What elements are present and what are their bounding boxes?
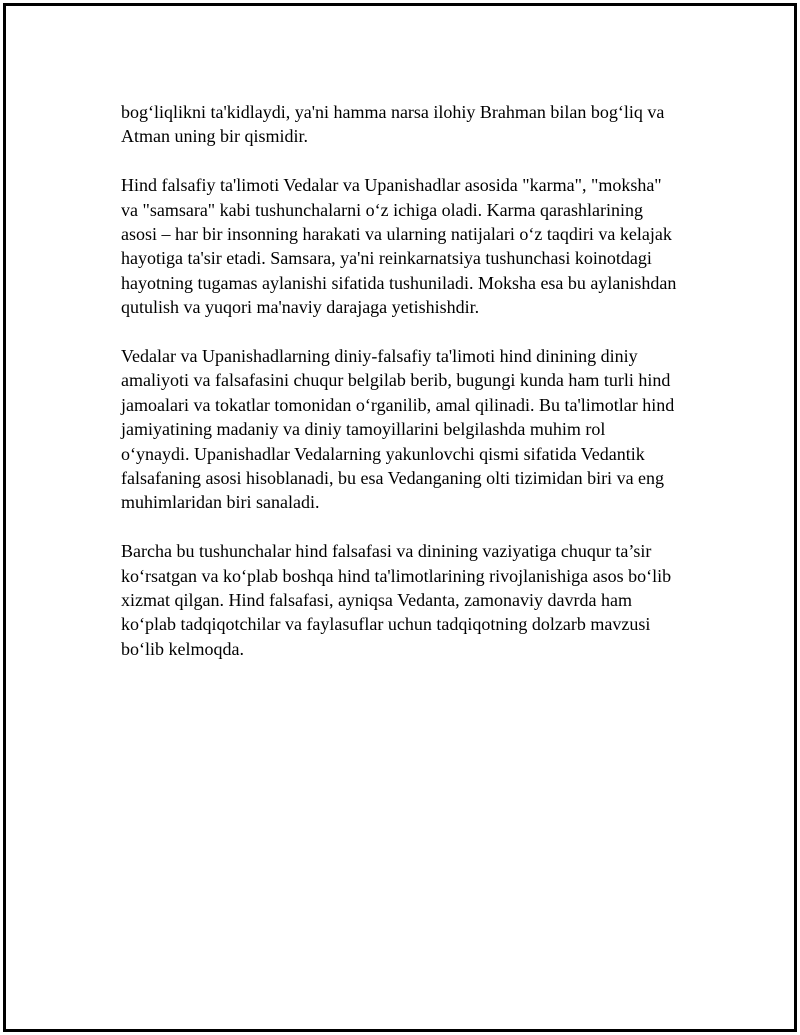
text-line: ko‘plab tadqiqotchilar va faylasuflar uchun tadqiqotning dolzarb mavzusi bbox=[121, 614, 651, 635]
paragraph-2 bbox=[121, 173, 701, 319]
text-line: va "samsara" kabi tushunchalarni o‘z ichiga oladi. Karma qarashlarining bbox=[121, 199, 644, 220]
text-line: ko‘rsatgan va ko‘plab boshqa hind ta'limotlarining rivojlanishiga asos bo‘lib bbox=[121, 565, 672, 586]
text-line: qutulish va yuqori ma'naviy darajaga yetishishdir. bbox=[121, 297, 480, 318]
text-line: o‘ynaydi. Upanishadlar Vedalarning yakunlovchi qismi sifatida Vedantik bbox=[121, 443, 645, 464]
text-line: bo‘lib kelmoqda. bbox=[121, 638, 244, 659]
page-frame bbox=[3, 3, 797, 1032]
text-line: Vedalar va Upanishadlarning diniy-falsafiy ta'limoti hind dinining diniy bbox=[121, 346, 638, 367]
text-line: Barcha bu tushunchalar hind falsafasi va dinining vaziyatiga chuqur ta’sir bbox=[121, 541, 652, 562]
text-line: jamiyatining madaniy va diniy tamoyillarini belgilashda muhim rol bbox=[121, 419, 606, 440]
document-body bbox=[121, 100, 701, 661]
paragraph-1 bbox=[121, 100, 701, 149]
text-line: xizmat qilgan. Hind falsafasi, ayniqsa Vedanta, zamonaviy davrda ham bbox=[121, 590, 633, 611]
paragraph-3 bbox=[121, 344, 701, 515]
text-line: Atman uning bir qismidir. bbox=[121, 126, 308, 147]
text-line: muhimlaridan biri sanaladi. bbox=[121, 492, 320, 513]
text-line: Hind falsafiy ta'limoti Vedalar va Upanishadlar asosida "karma", "moksha" bbox=[121, 175, 662, 196]
text-line: hayotning tugamas aylanishi sifatida tushuniladi. Moksha esa bu aylanishdan bbox=[121, 272, 677, 293]
paragraph-4 bbox=[121, 539, 701, 661]
text-line: jamoalari va tokatlar tomonidan o‘rganilib, amal qilinadi. Bu ta'limotlar hind bbox=[121, 394, 675, 415]
text-line: bog‘liqlikni ta'kidlaydi, ya'ni hamma narsa ilohiy Brahman bilan bog‘liq va bbox=[121, 102, 665, 122]
text-line: falsafaning asosi hisoblanadi, bu esa Vedanganing olti tizimidan biri va eng bbox=[121, 468, 665, 489]
text-line: asosi – har bir insonning harakati va ularning natijalari o‘z taqdiri va kelajak bbox=[121, 224, 672, 245]
text-line: amaliyoti va falsafasini chuqur belgilab berib, bugungi kunda ham turli hind bbox=[121, 370, 671, 391]
text-line: hayotiga ta'sir etadi. Samsara, ya'ni reinkarnatsiya tushunchasi koinotdagi bbox=[121, 248, 652, 269]
